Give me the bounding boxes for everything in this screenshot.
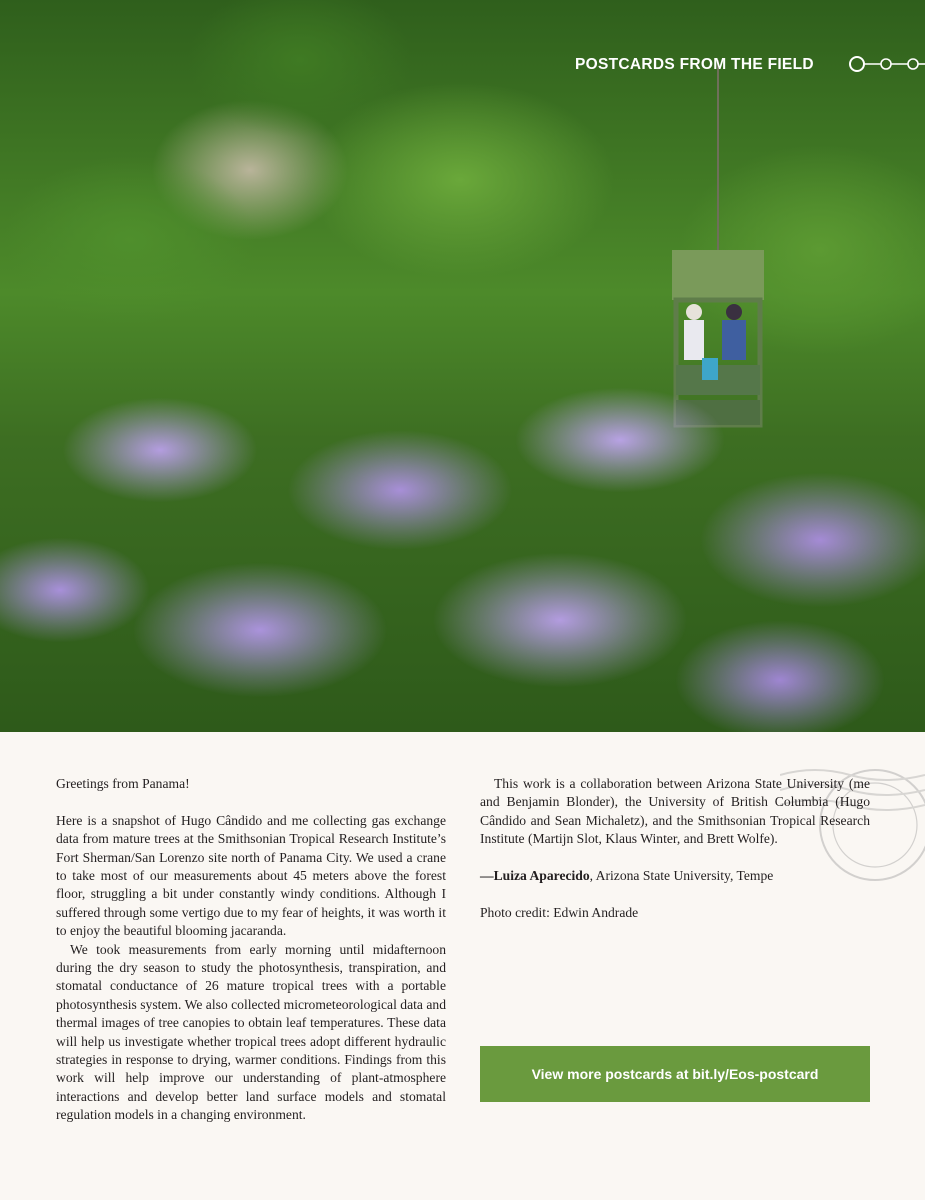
greeting: Greetings from Panama! — [56, 776, 190, 791]
section-divider-icon — [848, 53, 925, 75]
jacaranda-canopy — [0, 360, 925, 732]
author-affiliation: , Arizona State University, Tempe — [589, 868, 774, 884]
author-name: —Luiza Aparecido — [480, 868, 590, 884]
article-column-right — [480, 775, 870, 922]
article-column-left — [56, 775, 446, 1125]
photo-credit: Photo credit: Edwin Andrade — [480, 904, 639, 920]
paragraph-3: This work is a collaboration between Arizona State University (me and Benjamin Blonder), the University of British Columbia (Hugo Cândido and Sean Michaletz), and the Smithsonian Tropical Research Institute (Martijn Slot, Klaus Winter, and Brett Wolfe). — [480, 776, 870, 847]
crane-cable — [717, 60, 719, 252]
section-label: POSTCARDS FROM THE FIELD — [575, 56, 814, 73]
signature — [480, 867, 870, 885]
view-more-postcards-button[interactable]: View more postcards at bit.ly/Eos-postcard — [480, 1046, 870, 1102]
paragraph-1: Here is a snapshot of Hugo Cândido and me collecting gas exchange data from mature trees at the Smithsonian Tropical Research Institute’s Fort Sherman/San Lorenzo site north of Panama City. We used a crane to take most of our measurements about 45 meters above the forest floor, struggling a bit under constantly windy conditions. Although I suffered through some vertigo due to my fear of heights, it was worth it to enjoy the beautiful blooming jacaranda. — [56, 812, 446, 939]
paragraph-2: We took measurements from early morning until midafternoon during the dry season to study the photosynthesis, transpiration, and stomatal conductance of 26 mature tropical trees with a portable photosynthesis system. We also collected micrometeorological data and thermal images of tree canopies to obtain leaf temperatures. These data will help us investigate whether tropical trees adopt different hydraulic strategies in response to drying, warmer conditions. Findings from this work will help improve our understanding of plant-atmosphere interactions and develop better land surface models and stomatal regulation models in a changing environment. — [56, 941, 446, 1123]
